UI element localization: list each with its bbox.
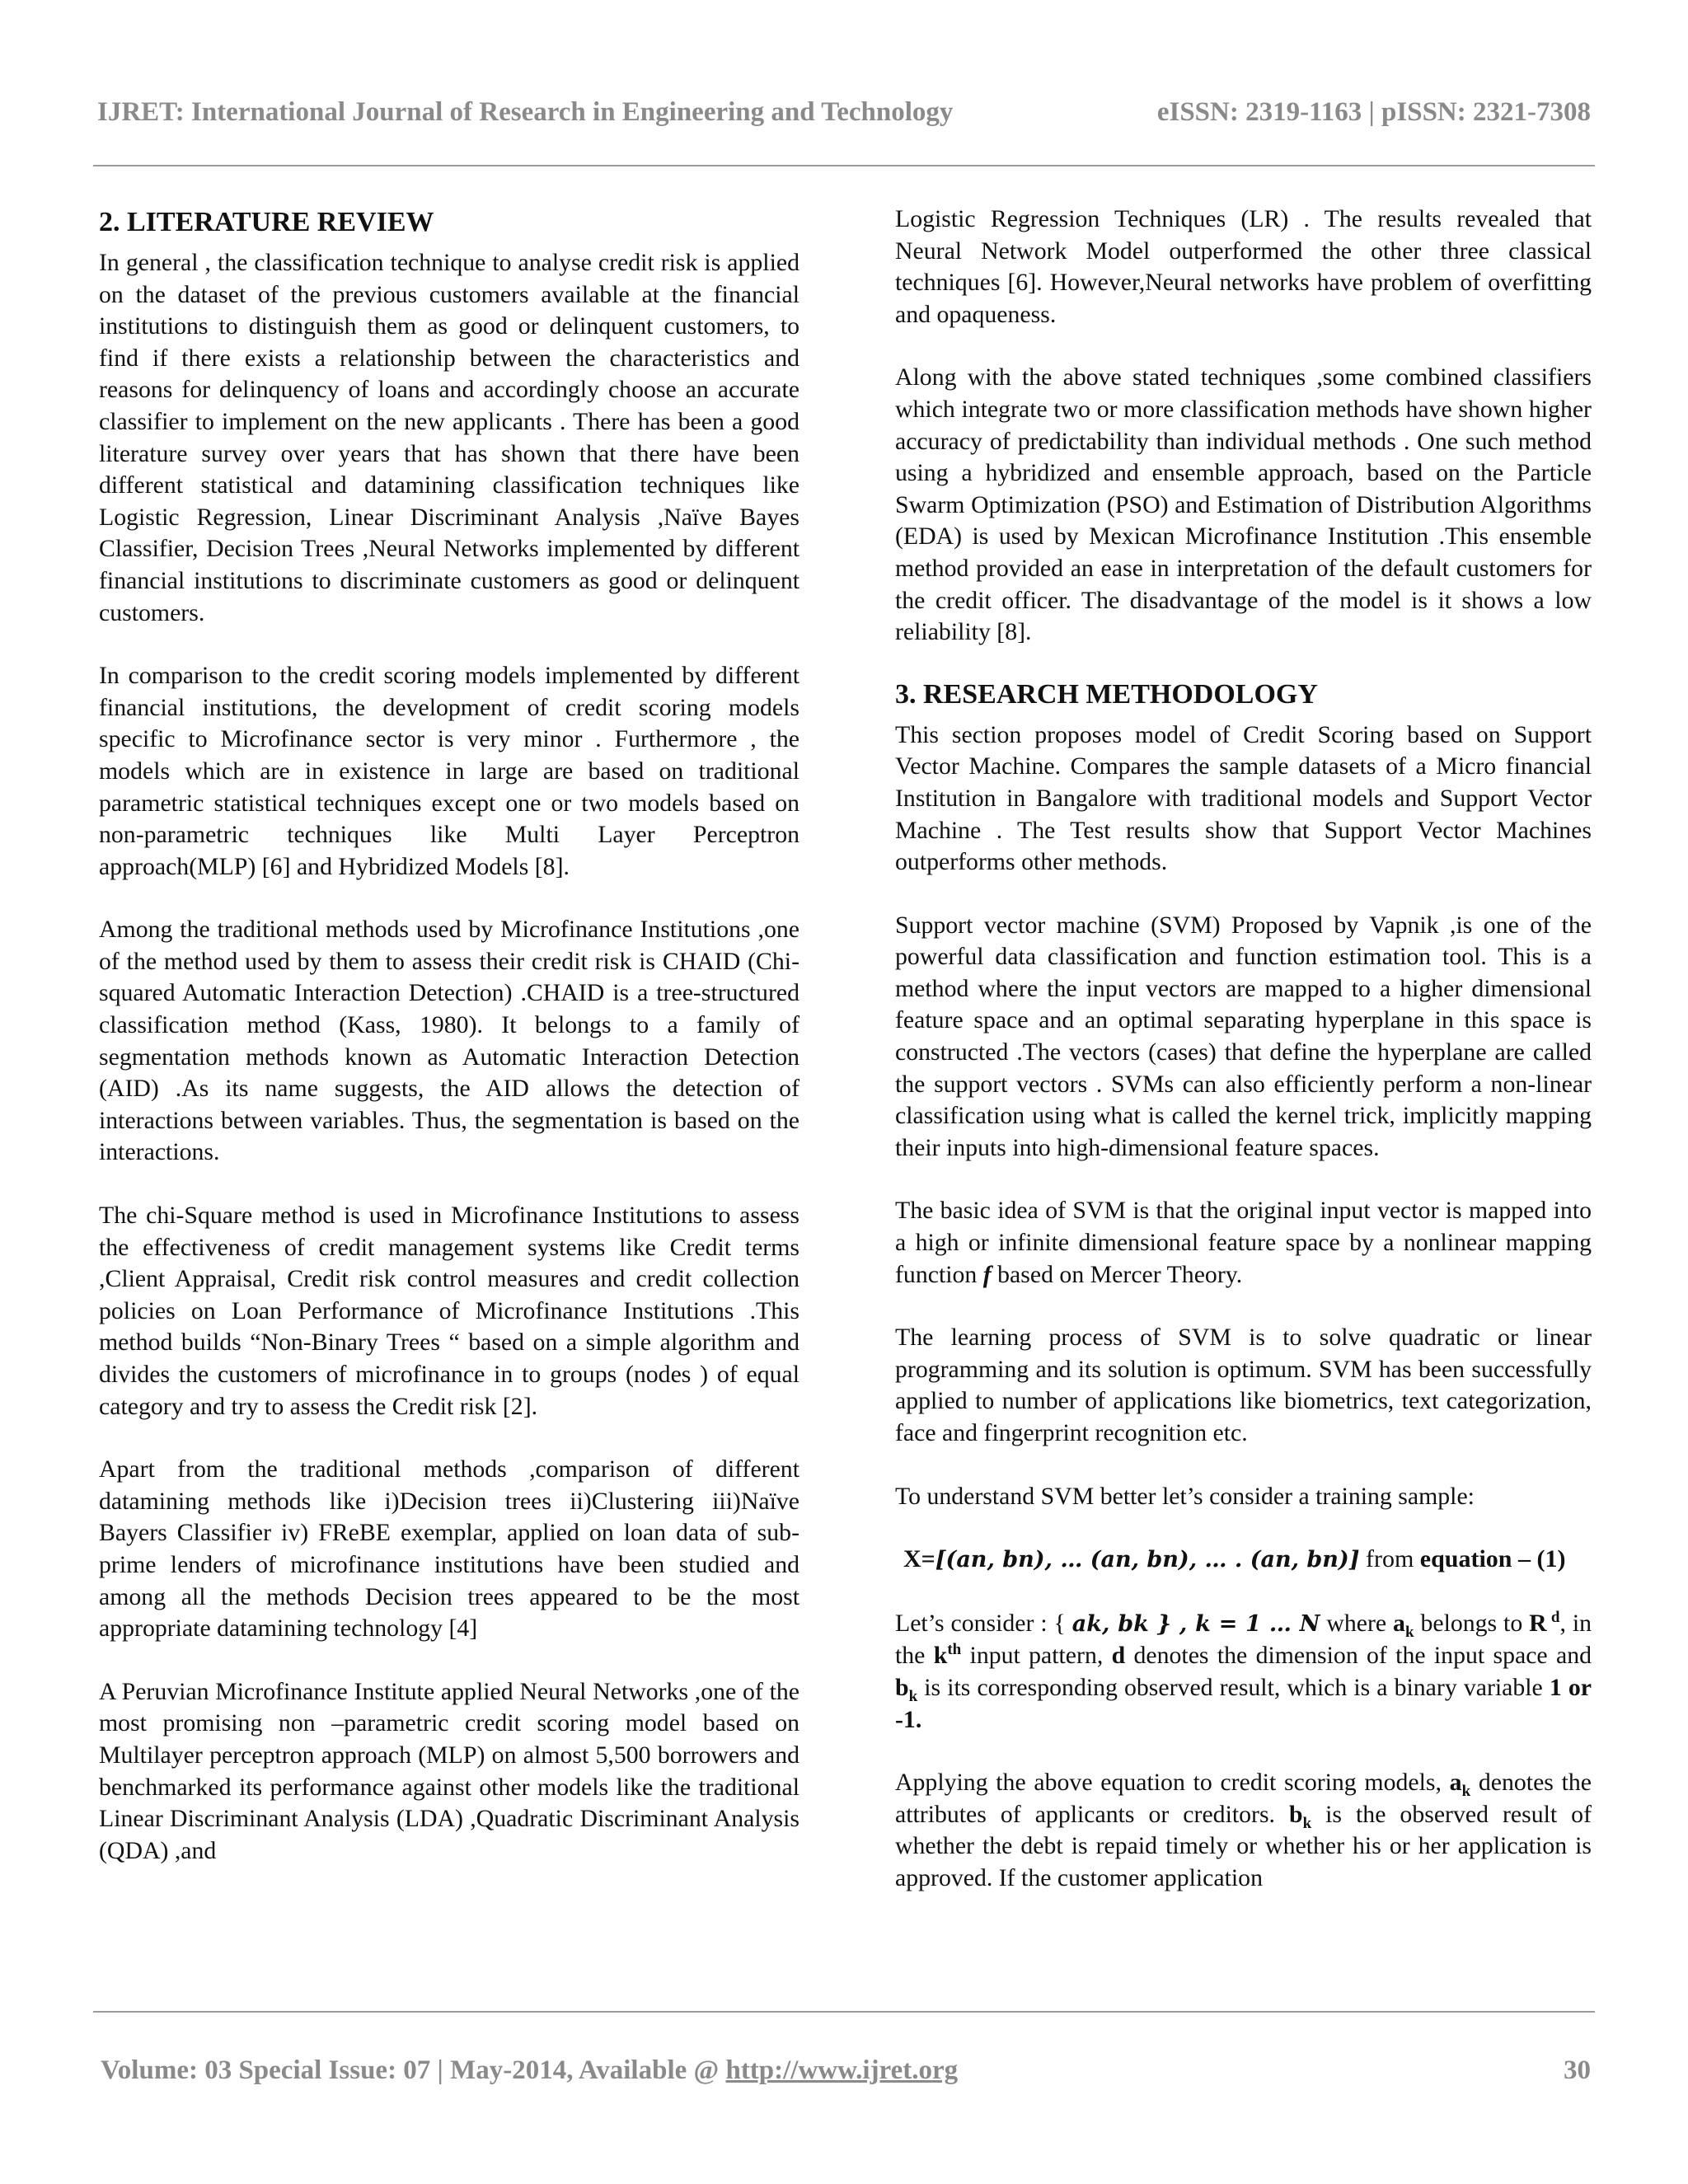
paragraph: Apart from the traditional methods ,comparison of different datamining methods like i)Decision trees ii)Clustering iii)Naïve Bayers Classifier iv) FReBE exemplar, applied on loan data of sub-prime lenders of microfinance institutions have been studied and among all the methods Decision trees appeared to be the most appropriate datamining technology [4] [99, 1455, 799, 1643]
section-title-literature-review: 2. LITERATURE REVIEW [99, 207, 434, 237]
section-title-research-methodology: 3. RESEARCH METHODOLOGY [895, 678, 1318, 710]
page-header [97, 97, 1591, 138]
paragraph: Applying the above equation to credit scoring models, $a_k$ denotes the attributes of applicants or creditors. $b_k$ is the observed result of whether the debt is repaid timely or whether his or her application is approved. If the customer application [895, 1769, 1592, 1891]
paragraph: The learning process of SVM is to solve quadratic or linear programming and its solution is optimum. SVM has been successfully applied to number of applications like biometrics, text categorization, face and fingerprint recognition etc. [895, 1324, 1592, 1446]
paragraph: Support vector machine (SVM) Proposed by Vapnik ,is one of the powerful data classification and function estimation tool. This is a method where the input vectors are mapped to a higher dimensional feature space and an optimal separating hyperplane in this space is constructed .The vectors (cases) that define the hyperplane are called the support vectors . SVMs can also efficiently perform a non-linear classification using what is called the kernel trick, implicitly mapping their inputs into high-dimensional feature spaces. [895, 911, 1592, 1161]
page-footer [101, 2055, 1591, 2097]
page-number: 30 [1564, 2055, 1591, 2085]
paragraph: To understand SVM better let’s consider a training sample: [895, 1482, 1475, 1510]
paragraph: Logistic Regression Techniques (LR) . The results revealed that Neural Network Model outperformed the other three classical techniques [6]. However,Neural networks have problem of overfitting and opaqueness. [895, 205, 1592, 328]
paragraph: Let’s consider : { ak, bk } , k = 1 … N where $a_k$ belongs to R $^d$, in the $k^{th}$ input pattern, d denotes the dimension of the input space and $b_k$ is its corresponding observed result, which is a binary variable 1 or -1. [895, 1608, 1592, 1733]
paragraph: A Peruvian Microfinance Institute applied Neural Networks ,one of the most promising non –parametric credit scoring model based on Multilayer perceptron approach (MLP) on almost 5,500 borrowers and benchmarked its performance against other models like the traditional Linear Discriminant Analysis (LDA) ,Quadratic Discriminant Analysis (QDA) ,and [99, 1677, 799, 1864]
paragraph: In general , the classification technique to analyse credit risk is applied on the dataset of the previous customers available at the financial institutions to distinguish them as good or delinquent customers, to find if there exists a relationship between the characteristics and reasons for delinquency of loans and accordingly choose an accurate classifier to implement on the new applicants . There has been a good literature survey over years that has shown that there have been different statistical and datamining classification techniques like Logistic Regression, Linear Discriminant Analysis ,Naïve Bayes Classifier, Decision Trees ,Neural Networks implemented by different financial institutions to discriminate customers as good or delinquent customers. [99, 249, 799, 626]
paragraph: The chi-Square method is used in Microfinance Institutions to assess the effectiveness of credit management systems like Credit terms ,Client Appraisal, Credit risk control measures and credit collection policies on Loan Performance of Microfinance Institutions .This method builds “Non-Binary Trees “ based on a simple algorithm and divides the customers of microfinance in to groups (nodes ) of equal category and try to assess the Credit risk [2]. [99, 1202, 799, 1420]
paragraph: The basic idea of SVM is that the original input vector is mapped into a high or infinite dimensional feature space by a nonlinear mapping function f based on Mercer Theory. [895, 1197, 1592, 1288]
volume-info: Volume: 03 Special Issue: 07 | May-2014, Available @ http://www.ijret.org [101, 2055, 959, 2085]
journal-link[interactable]: http://www.ijret.org [725, 2055, 959, 2085]
journal-title: IJRET: International Journal of Research in Engineering and Technology [97, 97, 954, 127]
right-column [895, 204, 1592, 1895]
issn-info: eISSN: 2319-1163 | pISSN: 2321-7308 [1156, 97, 1591, 127]
left-column [99, 199, 799, 1867]
paragraph: Among the traditional methods used by Microfinance Institutions ,one of the method used by them to assess their credit risk is CHAID (Chi-squared Automatic Interaction Detection) .CHAID is a tree-structured classification method (Kass, 1980). It belongs to a family of segmentation methods known as Automatic Interaction Detection (AID) .As its name suggests, the AID allows the detection of interactions between variables. Thus, the segmentation is based on the interactions. [99, 916, 799, 1166]
paragraph: In comparison to the credit scoring models implemented by different financial institutions, the development of credit scoring models specific to Microfinance sector is very minor . Furthermore , the models which are in existence in large are based on traditional parametric statistical techniques except one or two models based on non-parametric techniques like Multi Layer Perceptron approach(MLP) [6] and Hybridized Models [8]. [99, 662, 799, 880]
equation-1: X=[(an, bn), … (an, bn), … . (an, bn)] from equation – (1) [903, 1545, 1566, 1573]
paragraph: Along with the above stated techniques ,some combined classifiers which integrate two or more classification methods have shown higher accuracy of predictability than individual methods . One such method using a hybridized and ensemble approach, based on the Particle Swarm Optimization (PSO) and Estimation of Distribution Algorithms (EDA) is used by Mexican Microfinance Institution .This ensemble method provided an ease in interpretation of the default customers for the credit officer. The disadvantage of the model is it shows a low reliability [8]. [895, 363, 1592, 646]
header-divider [93, 165, 1595, 166]
paragraph: This section proposes model of Credit Scoring based on Support Vector Machine. Compares the sample datasets of a Micro financial Institution in Bangalore with traditional models and Support Vector Machine . The Test results show that Support Vector Machines outperforms other methods. [895, 720, 1592, 876]
footer-divider [93, 2011, 1595, 2013]
